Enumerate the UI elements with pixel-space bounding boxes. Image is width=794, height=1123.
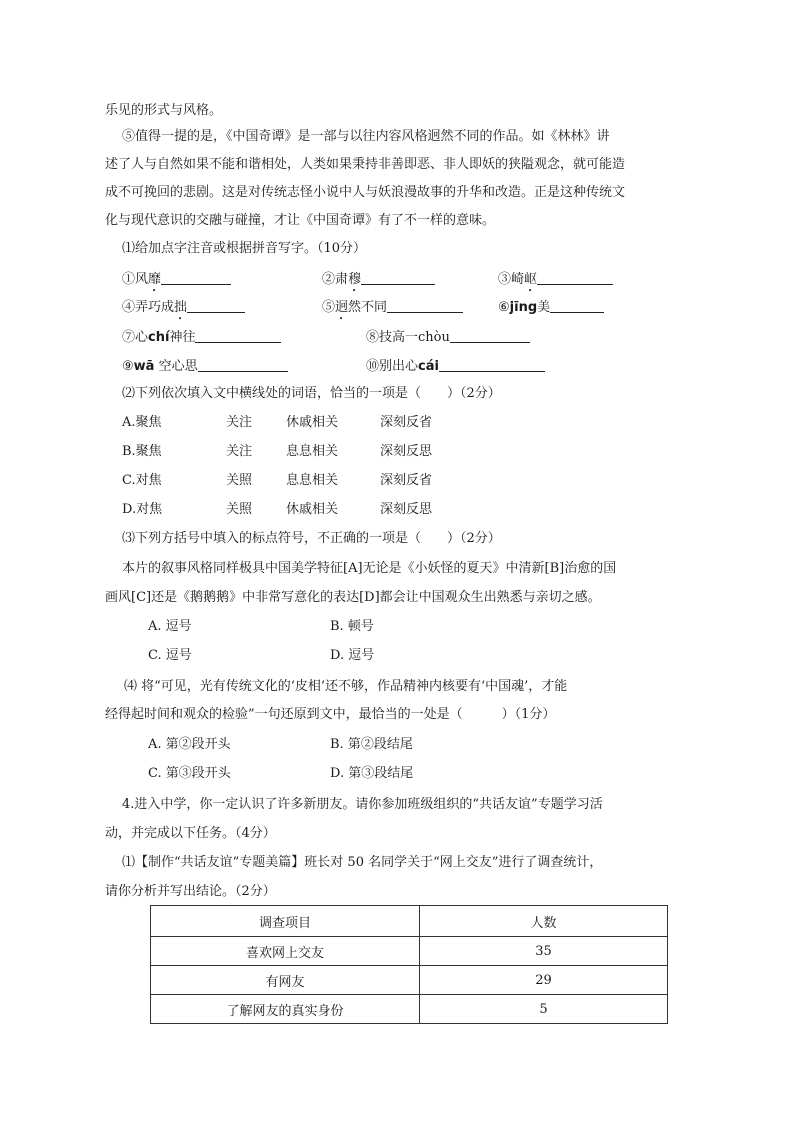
question-prompt: ⑵下列依次填入文中横线处的词语，恰当的一项是（ ）（2分） [122, 386, 501, 401]
item-number: ③ [498, 272, 512, 287]
option-word: 关照 [226, 502, 253, 517]
option-word: 关照 [226, 473, 253, 488]
item-text: 技高一 [379, 330, 419, 345]
item-text: 崎 [511, 272, 525, 287]
pinyin-item [498, 270, 613, 295]
item-number: ① [122, 272, 136, 287]
passage-line: ⑤值得一提的是，《中国奇谭》是一部与以往内容风格迥然不同的作品。如《林林》讲 [122, 129, 610, 144]
answer-blank[interactable] [361, 270, 435, 285]
question-prompt: 经得起时间和观众的检验”一句还原到文中，最恰当的一处是（ ）（1分） [105, 707, 556, 722]
item-text: 风 [135, 272, 149, 287]
question-prompt: ⑶下列方括号中填入的标点符号，不正确的一项是（ ）（2分） [122, 531, 501, 546]
table-cell: 有网友 [151, 966, 420, 995]
option[interactable]: A. 第②段开头 [148, 737, 231, 752]
item-text: 美 [537, 300, 551, 315]
item-number: ⑨ [122, 359, 134, 374]
table-cell: 喜欢网上交友 [151, 937, 420, 966]
item-text: 然不同 [348, 300, 388, 315]
item-text: 别出心 [379, 359, 419, 374]
option-word: 深刻反省 [380, 473, 433, 488]
option-word: 休戚相关 [286, 502, 339, 517]
item-text: 肃 [335, 272, 349, 287]
answer-blank[interactable] [550, 298, 604, 313]
dotted-char: 靡 [148, 272, 162, 287]
question-prompt: 请你分析并写出结论。（2分） [105, 884, 276, 899]
table-row [151, 995, 668, 1024]
table-header: 调查项目 [151, 906, 420, 937]
option-word: 息息相关 [286, 444, 339, 459]
pinyin-item [122, 270, 231, 295]
option-label: D.对焦 [122, 502, 163, 517]
dotted-char: 迥 [335, 300, 349, 315]
passage-line: 乐见的形式与风格。 [105, 103, 223, 118]
option[interactable]: A. 逗号 [148, 619, 192, 634]
table-row [151, 966, 668, 995]
item-number: ⑥ [498, 300, 510, 315]
item-number: ② [322, 272, 336, 287]
option-word: 关注 [226, 444, 253, 459]
option-label: C.对焦 [122, 473, 162, 488]
question-prompt: ⑴【制作“共话友谊”专题美篇】班长对 50 名同学关于“网上交友”进行了调查统计， [122, 855, 603, 870]
question-text: 本片的叙事风格同样极具中国美学特征[A]无论是《小妖怪的夏天》中清新[B]治愈的国 [122, 561, 617, 576]
answer-blank[interactable] [387, 298, 463, 313]
item-number: ⑦ [122, 330, 136, 345]
table-header-row [151, 906, 668, 937]
answer-blank[interactable] [450, 328, 530, 343]
option-word: 深刻反省 [380, 415, 433, 430]
question-text: 画风[C]还是《鹅鹅鹅》中非常写意化的表达[D]都会让中国观众生出熟悉与亲切之感。 [105, 590, 601, 605]
dotted-char: 穆 [348, 272, 362, 287]
option[interactable]: D. 第③段结尾 [330, 766, 414, 781]
option[interactable]: C. 第③段开头 [148, 766, 231, 781]
answer-blank[interactable] [198, 357, 288, 372]
option-word: 深刻反思 [380, 444, 433, 459]
pinyin-item [122, 298, 245, 323]
section-heading: 4.进入中学，你一定认识了许多新朋友。请你参加班级组织的“共话友谊”专题学习活 [122, 797, 603, 812]
answer-blank[interactable] [187, 298, 245, 313]
table-cell: 35 [420, 937, 668, 966]
dotted-char: 拙 [174, 300, 188, 315]
question-prompt: ⑷ 将“可见，光有传统文化的‘皮相’还不够，作品精神内核要有‘中国魂’，才能 [124, 679, 568, 694]
table-header: 人数 [420, 906, 668, 937]
table-cell: 29 [420, 966, 668, 995]
pinyin-item [322, 270, 435, 295]
answer-blank[interactable] [439, 357, 545, 372]
pinyin-item [366, 357, 545, 376]
option-word: 深刻反思 [380, 502, 433, 517]
pinyin-item [322, 298, 463, 323]
table-cell: 5 [420, 995, 668, 1024]
item-text: 心 [135, 330, 149, 345]
option-label: A.聚焦 [122, 415, 162, 430]
option[interactable]: B. 顿号 [330, 619, 374, 634]
dotted-char: 岖 [524, 272, 538, 287]
item-text: 神往 [169, 330, 196, 345]
pinyin-item [498, 298, 604, 317]
item-text: 空心思 [154, 359, 198, 374]
pinyin-text: chí [148, 330, 170, 345]
item-number: ⑩ [366, 359, 380, 374]
pinyin-text: wā [133, 359, 155, 374]
item-number: ④ [122, 300, 136, 315]
item-number: ⑤ [322, 300, 336, 315]
question-prompt: ⑴给加点字注音或根据拼音写字。（10分） [122, 241, 367, 256]
answer-blank[interactable] [195, 328, 281, 343]
option-word: 休戚相关 [286, 415, 339, 430]
option[interactable]: B. 第②段结尾 [330, 737, 413, 752]
pinyin-text: cái [418, 359, 439, 374]
option-word: 息息相关 [286, 473, 339, 488]
answer-blank[interactable] [161, 270, 231, 285]
option-label: B.聚焦 [122, 444, 162, 459]
section-heading: 动，并完成以下任务。（4分） [105, 826, 276, 841]
pinyin-item [122, 328, 281, 347]
pinyin-text: jīng [509, 300, 538, 315]
item-number: ⑧ [366, 330, 380, 345]
pinyin-text: chòu [418, 330, 450, 345]
passage-line: 成不可挽回的悲剧。这是对传统志怪小说中人与妖浪漫故事的升华和改造。正是这种传统文 [105, 185, 626, 200]
passage-line: 化与现代意识的交融与碰撞，才让《中国奇谭》有了不一样的意味。 [105, 213, 496, 228]
option-word: 关注 [226, 415, 253, 430]
pinyin-item [122, 357, 288, 376]
pinyin-item [366, 328, 530, 347]
option[interactable]: C. 逗号 [148, 648, 192, 663]
table-cell: 了解网友的真实身份 [151, 995, 420, 1024]
passage-line: 述了人与自然如果不能和谐相处，人类如果秉持非善即恶、非人即妖的狭隘观念，就可能造 [105, 157, 626, 172]
item-text: 弄巧成 [135, 300, 175, 315]
answer-blank[interactable] [537, 270, 613, 285]
survey-table [150, 905, 668, 1024]
table-row [151, 937, 668, 966]
option[interactable]: D. 逗号 [330, 648, 375, 663]
